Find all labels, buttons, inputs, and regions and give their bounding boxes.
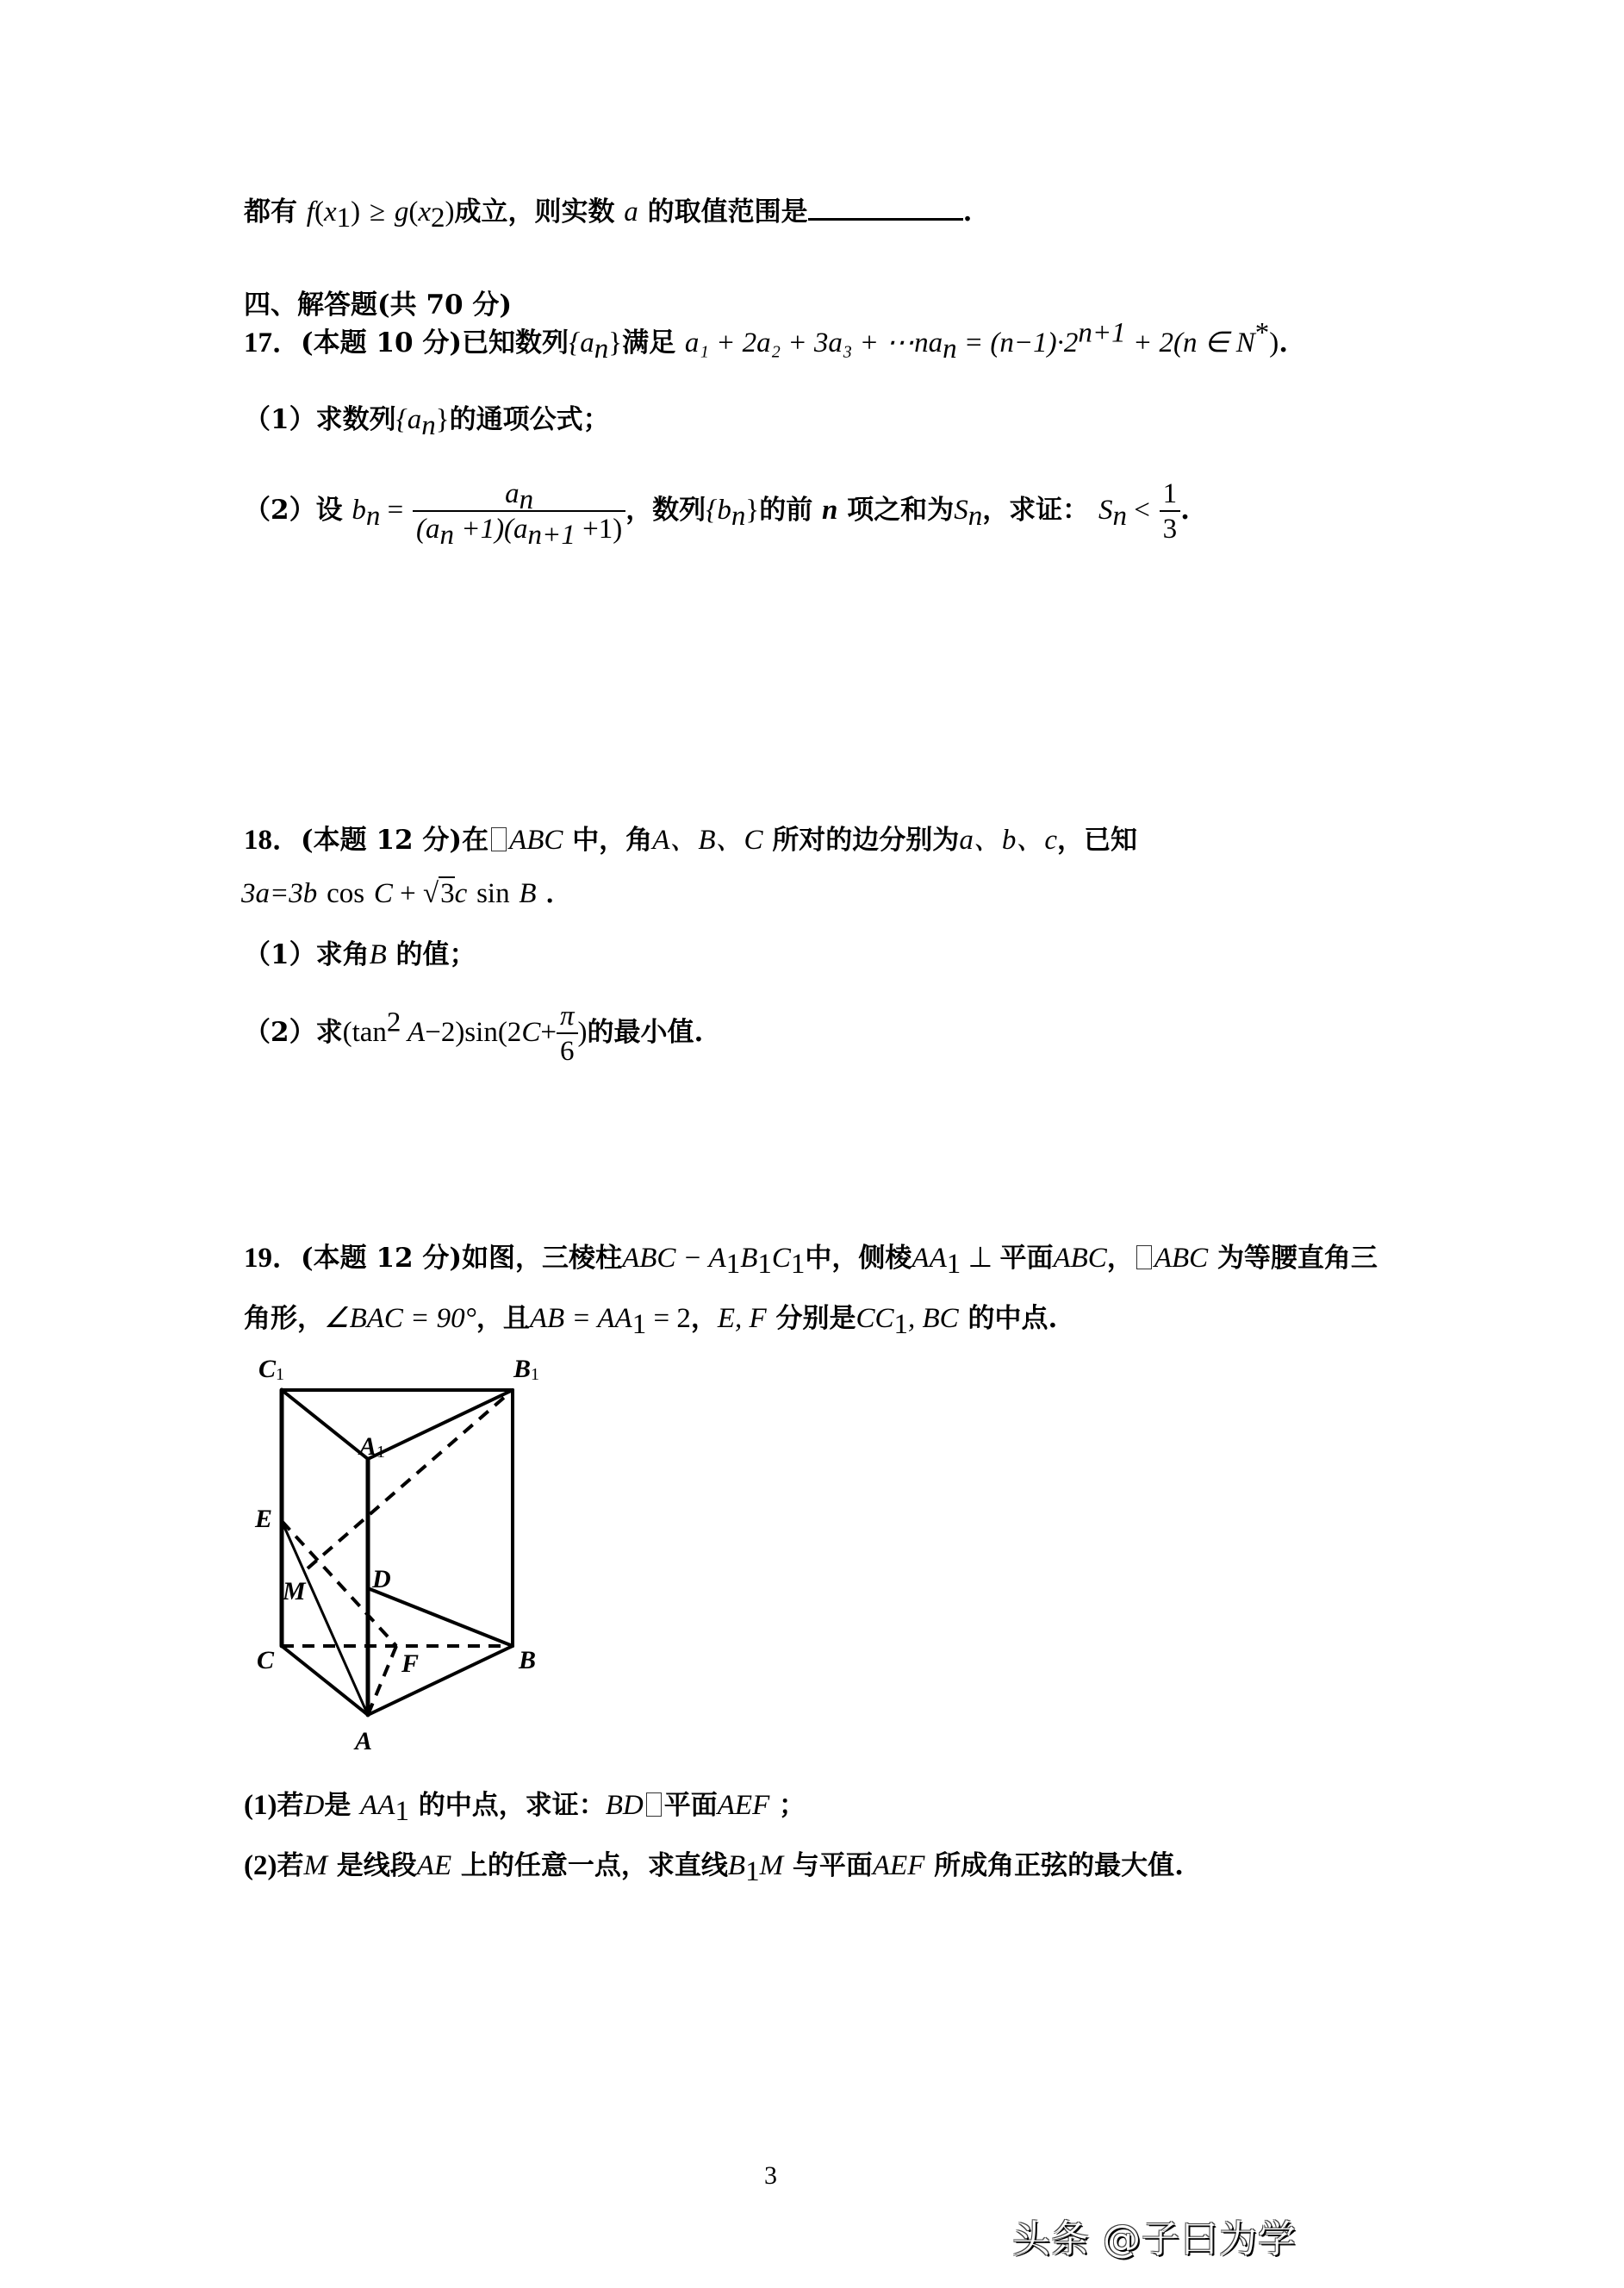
part-label: （2） [244, 1017, 316, 1048]
edge-A1B1 [368, 1390, 513, 1459]
math-sub: n+1 [527, 519, 576, 551]
math-sub: n [731, 501, 746, 533]
math-sin: sin [476, 878, 510, 909]
math-perp: ⊥ [961, 1243, 1000, 1274]
q19-stem-line2 [244, 1301, 1058, 1341]
math-angles: A、B、C [652, 825, 763, 856]
math-n: n [822, 495, 838, 526]
math-C: C [373, 878, 393, 909]
label-A1: A1 [359, 1432, 386, 1462]
q18-stem [244, 823, 1137, 857]
frac-denominator: (a [416, 513, 440, 545]
question-score: (本题 12 分) [301, 825, 463, 856]
math-geq: ≥ [369, 196, 386, 228]
math-sup: n+1 [1078, 317, 1126, 349]
math-x1: x [323, 196, 337, 228]
math-sin: −2)sin(2 [425, 1017, 522, 1048]
part-text: 设 [315, 495, 343, 526]
part-text: 与平面 [792, 1850, 873, 1881]
q19-part2 [244, 1848, 1184, 1888]
segment-MB1-hidden [308, 1390, 513, 1568]
part-text: 求数列 [315, 404, 396, 435]
q17-stem [244, 317, 1288, 365]
math-plane: ABC [1053, 1243, 1107, 1274]
q19-text: 的中点. [968, 1303, 1058, 1334]
triangle-symbol-icon [491, 827, 507, 851]
math-rhs: + 2(n ∈ N [1125, 327, 1255, 358]
q17-text: 已知数列 [462, 327, 569, 358]
part-label: (2) [244, 1850, 277, 1881]
triangle-symbol-icon [1136, 1245, 1152, 1269]
q17-part2 [244, 472, 1190, 551]
math-g: g [394, 196, 409, 228]
math-b: b [352, 495, 366, 526]
q19-text: ， [690, 1303, 718, 1334]
math-sub: 1 [336, 203, 352, 234]
question-number: 19． [244, 1243, 301, 1274]
math-plane: AEF [717, 1790, 770, 1821]
q18-text: 中，角 [572, 825, 653, 856]
math-BD: BD [605, 1790, 644, 1821]
answer-blank[interactable] [808, 194, 963, 221]
math-prism: B [740, 1243, 758, 1274]
q18-part2 [244, 998, 703, 1069]
math-S: S [954, 495, 968, 526]
math-sub: n [1112, 501, 1127, 533]
q16-text: 都有 [244, 196, 297, 228]
part-text: 的前 [759, 495, 813, 526]
math-sub: 1 [725, 1249, 741, 1281]
math-sub: n [519, 483, 534, 515]
math-mids: CC [856, 1303, 894, 1334]
math: ) [1269, 327, 1279, 358]
part-text: 的最小值. [587, 1017, 704, 1048]
part-text: ，求证： [982, 495, 1090, 526]
q19-text: 为等腰直角三 [1216, 1243, 1378, 1274]
math: {b [706, 495, 731, 526]
math-sub: 1 [632, 1309, 647, 1341]
segment-DB [368, 1588, 513, 1646]
q19-text: ， [1106, 1243, 1134, 1274]
fraction [413, 477, 625, 551]
q16-tail: 都有 $f(x_1) \ge g(x_2)$成立，则实数 a 的取值范围是 . [244, 194, 972, 229]
part-text: 是 [324, 1790, 352, 1821]
part-label: （2） [244, 495, 316, 526]
math-S: S [1098, 495, 1113, 526]
frac-denominator: +1)(a [454, 513, 528, 545]
q16-text: 成立，则实数 [454, 196, 615, 228]
math: } [435, 404, 450, 435]
math-edge: AA [360, 1790, 395, 1821]
math-prism: ABC − A [622, 1243, 726, 1274]
math: } [745, 495, 760, 526]
part-text: ，数列 [625, 495, 706, 526]
q18-equation [241, 876, 572, 911]
math-sub: 1 [395, 1796, 409, 1828]
math-sup: * [1254, 317, 1270, 349]
math-sub: n [594, 334, 609, 365]
edge-C1A1 [282, 1390, 368, 1459]
math: } [608, 327, 623, 358]
math-lt: < [1126, 495, 1150, 526]
frac-denominator: +1) [575, 513, 623, 545]
question-number: 18． [244, 825, 301, 856]
math-eq: AB = AA [529, 1303, 632, 1334]
math-D: D [303, 1790, 325, 1821]
math-plus: + [540, 1017, 557, 1048]
label-C: C [257, 1646, 275, 1674]
label-D: D [372, 1565, 391, 1593]
q19-stem-line1 [244, 1241, 1378, 1281]
math-tan: (tan [342, 1017, 387, 1048]
q18-text: 所对的边分别为 [772, 825, 960, 856]
frac-denominator: 3 [1162, 513, 1178, 545]
eq-end: ． [545, 878, 573, 909]
math-B: B [369, 939, 387, 970]
part-text: 平面 [663, 1790, 718, 1821]
part-text: 若 [277, 1790, 304, 1821]
math-sub: n [943, 334, 957, 365]
math-sub: 1 [790, 1249, 806, 1281]
math: ) [577, 1017, 588, 1048]
math: {a [569, 327, 594, 358]
edge-CA [282, 1646, 368, 1715]
q16-text: 的取值范围是 [647, 196, 808, 228]
math-triangle: ABC [1154, 1243, 1209, 1274]
q17-part1 [244, 402, 610, 442]
frac-numerator: π [557, 1000, 578, 1034]
math-triangle: ABC [509, 825, 563, 856]
math-sub: 1 [757, 1249, 772, 1281]
part-label: （1） [244, 939, 316, 970]
label-B: B [519, 1646, 537, 1674]
math-sub: 1 [745, 1856, 760, 1888]
math-eq: = [380, 495, 404, 526]
math-sub: 1 [893, 1309, 908, 1341]
part-text: 是线段 [336, 1850, 417, 1881]
part-text: 若 [277, 1850, 304, 1881]
label-B1: B1 [513, 1355, 540, 1384]
math-sub: 2 [431, 203, 445, 234]
math-plane: AEF [872, 1850, 925, 1881]
math-prism: C [771, 1243, 791, 1274]
page-number: 3 [764, 2161, 777, 2190]
math-sub: n [421, 410, 436, 442]
math-sub: n [439, 519, 455, 551]
part-label: (1) [244, 1790, 277, 1821]
q17-text: 满足 [622, 327, 676, 358]
math-B1M: M [759, 1850, 784, 1881]
edge-AB [368, 1646, 513, 1715]
math-ef: E, F [717, 1303, 767, 1334]
math: {a [395, 404, 422, 435]
math-B1M: B [727, 1850, 746, 1881]
math-x2: x [418, 196, 431, 228]
math-cos: cos [327, 878, 365, 909]
question-score: (本题 12 分) [301, 1243, 463, 1274]
q19-text: 角形， [244, 1303, 324, 1334]
math-sub: n [968, 501, 983, 533]
q17-end: . [1279, 327, 1288, 358]
math-lhs: a₁ + 2a₂ + 3a₃ + ⋯na [684, 327, 943, 358]
math-sup: 2 [386, 1007, 401, 1038]
prism-figure [233, 1344, 577, 1758]
part-end: . [1180, 495, 1190, 526]
math-sub: 1 [946, 1249, 961, 1281]
q19-part1 [244, 1788, 806, 1828]
math-AE: AE [416, 1850, 452, 1881]
math-edge: AA [912, 1243, 947, 1274]
frac-numerator: a [505, 477, 520, 509]
parallel-symbol-icon [646, 1792, 662, 1817]
section-title: 四、解答题(共 70 分) [244, 290, 513, 321]
q19-text: 中，侧棱 [805, 1243, 912, 1274]
part-label: （1） [244, 404, 316, 435]
math: 3a=3b [241, 878, 318, 909]
fraction [1160, 477, 1181, 546]
q19-text: 平面 [999, 1243, 1054, 1274]
q19-text: ，且 [476, 1303, 530, 1334]
math-c: c [454, 878, 468, 909]
label-M: M [283, 1577, 306, 1605]
q18-text: 在 [462, 825, 489, 856]
part-text: 的中点，求证： [418, 1790, 606, 1821]
label-F: F [401, 1649, 420, 1678]
question-score: (本题 10 分) [301, 327, 463, 358]
q18-text: ，已知 [1056, 825, 1137, 856]
math-A: A [401, 1017, 426, 1048]
fraction [557, 1000, 578, 1069]
math-f: f [306, 196, 314, 228]
segment-EA [282, 1521, 368, 1715]
math-C: C [521, 1017, 541, 1048]
math-sqrt: 3 [440, 878, 455, 909]
math-rhs: = (n−1)·2 [956, 327, 1079, 358]
q19-text: 如图，三棱柱 [462, 1243, 623, 1274]
q18-part1 [244, 938, 476, 972]
sqrt-sign: √ [423, 878, 439, 909]
math-B: B [519, 878, 537, 909]
math-mids: , BC [907, 1303, 959, 1334]
q16-end: . [962, 196, 973, 228]
math-eq: = 2 [646, 1303, 691, 1334]
math-plus: + [392, 878, 424, 909]
watermark: 头条 @子曰为学 [1012, 2217, 1297, 2261]
part-text: 求角 [315, 939, 370, 970]
math-sides: a、b、c [959, 825, 1057, 856]
math-angle: ∠BAC = 90° [324, 1303, 476, 1334]
frac-numerator: 1 [1160, 477, 1181, 512]
label-A: A [355, 1727, 373, 1755]
part-text: 求 [315, 1017, 343, 1048]
part-text: 项之和为 [847, 495, 955, 526]
question-number: 17． [244, 327, 301, 358]
label-E: E [255, 1505, 273, 1533]
math-sub: n [365, 501, 381, 533]
math-a: a [624, 196, 638, 228]
part-text: 上的任意一点，求直线 [460, 1850, 728, 1881]
part-text: 所成角正弦的最大值. [934, 1850, 1184, 1881]
frac-denominator: 6 [559, 1035, 575, 1067]
math-M: M [303, 1850, 327, 1881]
part-text: 的值； [395, 939, 476, 970]
part-end: ； [779, 1790, 806, 1821]
q19-text: 分别是 [775, 1303, 856, 1334]
part-text: 的通项公式； [449, 404, 610, 435]
label-C1: C1 [258, 1355, 285, 1384]
